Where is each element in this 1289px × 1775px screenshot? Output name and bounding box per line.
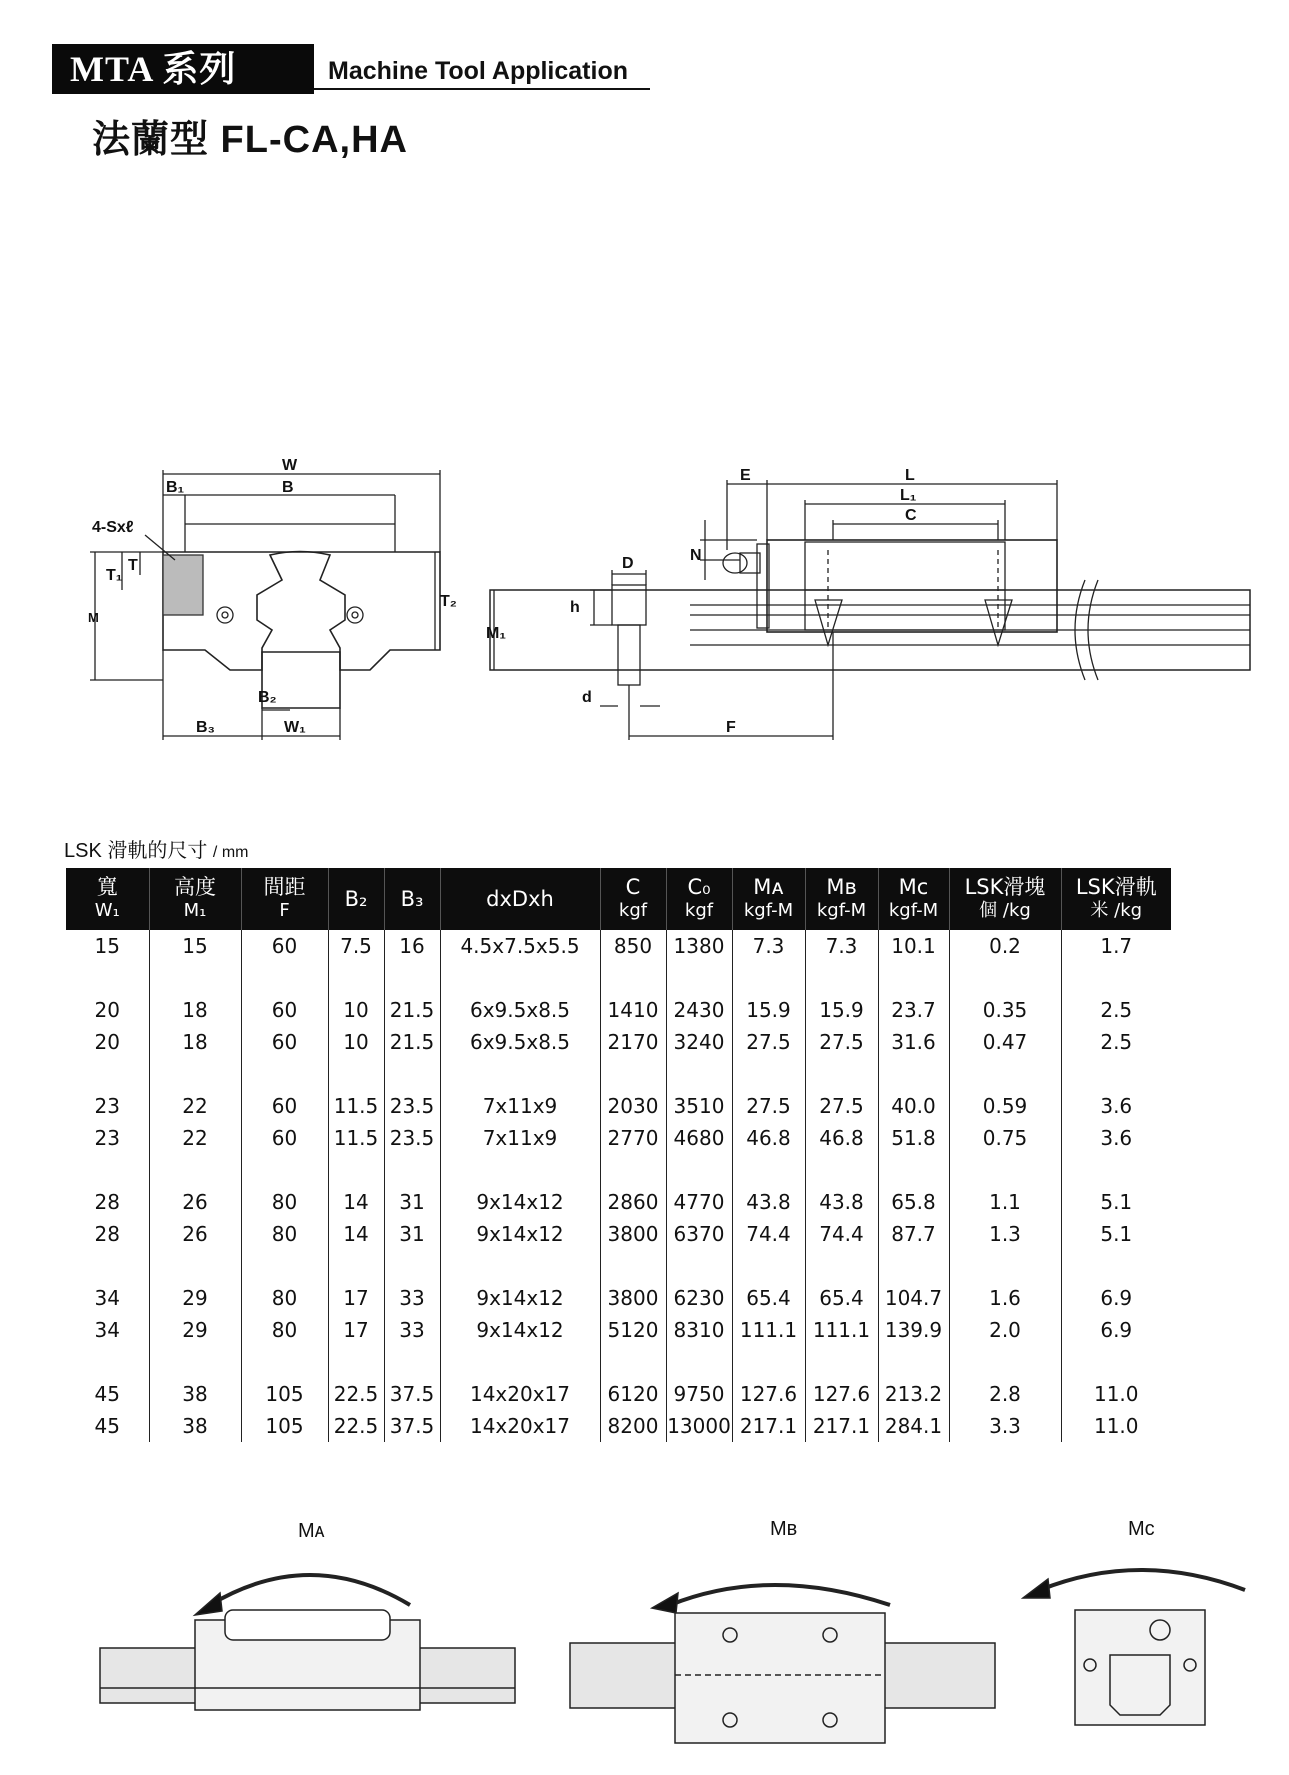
table-cell: 14x20x17: [440, 1378, 600, 1410]
table-cell: 40.0: [878, 1090, 949, 1122]
table-cell: 23.7: [878, 994, 949, 1026]
spacer-cell: [384, 1058, 440, 1090]
spacer-cell: [328, 1154, 384, 1186]
table-cell: 11.0: [1061, 1410, 1171, 1442]
spacer-cell: [878, 1250, 949, 1282]
table-cell: 2170: [600, 1026, 666, 1058]
series-badge: MTA 系列: [52, 44, 314, 94]
spacer-cell: [384, 1346, 440, 1378]
header-cell: [600, 868, 666, 930]
spacer-cell: [384, 1154, 440, 1186]
spacer-cell: [878, 1058, 949, 1090]
table-cell: 8310: [666, 1314, 732, 1346]
header-bottom: M₁: [183, 900, 207, 921]
header-top: Mʙ: [826, 875, 857, 899]
table-cell: 105: [241, 1410, 328, 1442]
table-cell: 26: [149, 1218, 241, 1250]
header-cell: [149, 868, 241, 930]
table-cell: 4680: [666, 1122, 732, 1154]
table-cell: 4770: [666, 1186, 732, 1218]
spacer-cell: [328, 962, 384, 994]
spacer-cell: [66, 1058, 149, 1090]
spacer-cell: [440, 1346, 600, 1378]
table-cell: 22.5: [328, 1410, 384, 1442]
spacer-row: [66, 1058, 1171, 1090]
table-cell: 15.9: [732, 994, 805, 1026]
caption-text: LSK 滑軌的尺寸: [64, 840, 208, 862]
table-row: [66, 1378, 1171, 1410]
spacer-cell: [600, 1346, 666, 1378]
spacer-cell: [241, 1058, 328, 1090]
spacer-cell: [732, 1250, 805, 1282]
moment-a-diagram: [100, 1575, 515, 1710]
spacer-cell: [440, 1058, 600, 1090]
table-cell: 2.5: [1061, 994, 1171, 1026]
table-cell: 74.4: [732, 1218, 805, 1250]
table-cell: 11.5: [328, 1090, 384, 1122]
header-cell: [328, 868, 384, 930]
table-cell: 1.7: [1061, 930, 1171, 962]
table-cell: 0.75: [949, 1122, 1061, 1154]
spacer-cell: [805, 1154, 878, 1186]
spacer-cell: [1061, 962, 1171, 994]
spacer-cell: [666, 1346, 732, 1378]
spacer-cell: [600, 962, 666, 994]
spacer-cell: [666, 1154, 732, 1186]
label-w: W: [282, 457, 298, 474]
spacer-cell: [241, 1154, 328, 1186]
label-m: M: [88, 610, 99, 625]
spacer-cell: [600, 1154, 666, 1186]
spacer-cell: [1061, 1154, 1171, 1186]
table-cell: 46.8: [805, 1122, 878, 1154]
label-b: B: [282, 479, 294, 496]
header-top: dxDxh: [486, 886, 554, 911]
table-cell: 10: [328, 1026, 384, 1058]
label-w1: W₁: [284, 719, 306, 736]
table-cell: 16: [384, 930, 440, 962]
table-row: [66, 1410, 1171, 1442]
header-cell: [878, 868, 949, 930]
table-cell: 1410: [600, 994, 666, 1026]
moment-c-diagram: [1023, 1570, 1245, 1725]
caption-unit: / mm: [212, 844, 249, 861]
table-cell: 2.5: [1061, 1026, 1171, 1058]
table-cell: 37.5: [384, 1378, 440, 1410]
table-cell: 3510: [666, 1090, 732, 1122]
table-cell: 111.1: [805, 1314, 878, 1346]
table-cell: 27.5: [805, 1026, 878, 1058]
table-cell: 34: [94, 1318, 120, 1342]
table-cell: 5.1: [1061, 1186, 1171, 1218]
spacer-cell: [241, 1250, 328, 1282]
table-cell: 80: [241, 1282, 328, 1314]
table-cell: 18: [149, 1026, 241, 1058]
table-cell: 31.6: [878, 1026, 949, 1058]
table-cell: 9x14x12: [440, 1218, 600, 1250]
table-header-row: [66, 868, 1171, 930]
spacer-cell: [241, 1346, 328, 1378]
table-cell: 60: [241, 930, 328, 962]
table-cell: 3240: [666, 1026, 732, 1058]
table-cell: 1.6: [949, 1282, 1061, 1314]
table-cell: 5.1: [1061, 1218, 1171, 1250]
table-cell: 104.7: [878, 1282, 949, 1314]
spacer-cell: [66, 1250, 149, 1282]
table-cell: 29: [149, 1282, 241, 1314]
spacer-cell: [949, 1346, 1061, 1378]
label-l1: L₁: [900, 487, 917, 504]
spacer-cell: [878, 1346, 949, 1378]
spacer-cell: [949, 1058, 1061, 1090]
table-cell: 0.35: [949, 994, 1061, 1026]
spacer-cell: [1061, 1058, 1171, 1090]
table-row: [66, 1282, 1171, 1314]
table-cell: 7.5: [328, 930, 384, 962]
header-top: Mᴄ: [898, 875, 929, 899]
label-sxl: 4-Sxℓ: [92, 519, 134, 536]
spacer-cell: [805, 962, 878, 994]
spacer-cell: [878, 962, 949, 994]
spacer-cell: [149, 1154, 241, 1186]
table-cell: 4.5x7.5x5.5: [440, 930, 600, 962]
label-c: C: [905, 507, 917, 524]
table-cell: 213.2: [878, 1378, 949, 1410]
spacer-cell: [1061, 1346, 1171, 1378]
table-cell: 0.59: [949, 1090, 1061, 1122]
table-cell: 23: [94, 1126, 120, 1150]
header-cell: [241, 868, 328, 930]
spacer-cell: [878, 1154, 949, 1186]
spacer-cell: [805, 1250, 878, 1282]
header-bottom: kgf: [684, 900, 714, 921]
label-t1: T₁: [106, 567, 123, 584]
table-cell: 74.4: [805, 1218, 878, 1250]
table-cell: 26: [149, 1186, 241, 1218]
table-cell: 3800: [600, 1282, 666, 1314]
header-top: 間距: [263, 875, 306, 899]
spacer-cell: [1061, 1250, 1171, 1282]
page-title: 法蘭型 FL-CA,HA: [92, 119, 408, 161]
table-cell: 7.3: [805, 930, 878, 962]
table-cell: 45: [94, 1382, 120, 1406]
table-cell: 14x20x17: [440, 1410, 600, 1442]
label-b3: B₃: [196, 719, 215, 736]
table-cell: 22: [149, 1090, 241, 1122]
label-t2: T₂: [440, 593, 457, 610]
header-cell: [384, 868, 440, 930]
table-cell: 38: [149, 1378, 241, 1410]
spacer-cell: [600, 1058, 666, 1090]
table-cell: 7.3: [732, 930, 805, 962]
table-cell: 6x9.5x8.5: [440, 1026, 600, 1058]
table-cell: 21.5: [384, 1026, 440, 1058]
table-cell: 60: [241, 994, 328, 1026]
table-cell: 3.3: [949, 1410, 1061, 1442]
table-cell: 1.3: [949, 1218, 1061, 1250]
header-bottom: 個 /kg: [979, 900, 1031, 921]
spacer-row: [66, 1346, 1171, 1378]
header-bottom: kgf-M: [888, 900, 939, 921]
label-b1: B₁: [166, 479, 185, 496]
spec-table: [66, 868, 1171, 1442]
table-cell: 3.6: [1061, 1090, 1171, 1122]
table-cell: 15.9: [805, 994, 878, 1026]
table-cell: 9750: [666, 1378, 732, 1410]
table-cell: 37.5: [384, 1410, 440, 1442]
label-mb: Mʙ: [770, 1518, 798, 1540]
spacer-cell: [149, 1058, 241, 1090]
table-cell: 0.47: [949, 1026, 1061, 1058]
spacer-cell: [328, 1058, 384, 1090]
spacer-cell: [805, 1058, 878, 1090]
table-cell: 38: [149, 1410, 241, 1442]
moment-illustrations: [0, 1505, 1289, 1775]
table-cell: 51.8: [878, 1122, 949, 1154]
spacer-cell: [666, 1058, 732, 1090]
label-f: F: [726, 719, 736, 736]
spacer-cell: [149, 962, 241, 994]
label-ma: Mᴀ: [298, 1520, 325, 1542]
header-top: Mᴀ: [753, 875, 784, 899]
table-cell: 45: [94, 1414, 120, 1438]
label-d-big: D: [622, 555, 634, 572]
table-cell: 6.9: [1061, 1282, 1171, 1314]
table-cell: 17: [328, 1314, 384, 1346]
spacer-cell: [66, 1154, 149, 1186]
table-cell: 139.9: [878, 1314, 949, 1346]
table-cell: 10.1: [878, 930, 949, 962]
table-cell: 6.9: [1061, 1314, 1171, 1346]
table-cell: 15: [94, 934, 120, 958]
table-row: [66, 1122, 1171, 1154]
table-cell: 17: [328, 1282, 384, 1314]
label-mc: Mᴄ: [1128, 1518, 1155, 1540]
header-bottom: kgf-M: [743, 900, 794, 921]
table-cell: 7x11x9: [440, 1090, 600, 1122]
table-cell: 6120: [600, 1378, 666, 1410]
header-cell: [1061, 868, 1171, 930]
table-row: [66, 994, 1171, 1026]
spacer-cell: [66, 1346, 149, 1378]
spacer-cell: [440, 962, 600, 994]
header-bottom: W₁: [94, 900, 120, 921]
table-caption: [64, 834, 248, 863]
header-bottom: kgf: [618, 900, 648, 921]
table-cell: 6370: [666, 1218, 732, 1250]
spacer-cell: [666, 1250, 732, 1282]
table-cell: 10: [328, 994, 384, 1026]
table-cell: 3.6: [1061, 1122, 1171, 1154]
header-top: B₂: [344, 886, 368, 911]
table-cell: 27.5: [732, 1090, 805, 1122]
spacer-cell: [732, 962, 805, 994]
header-top: 寬: [96, 875, 118, 899]
table-cell: 217.1: [732, 1410, 805, 1442]
table-cell: 22.5: [328, 1378, 384, 1410]
table-row: [66, 1090, 1171, 1122]
table-cell: 9x14x12: [440, 1314, 600, 1346]
header-top: LSK滑軌: [1075, 875, 1157, 899]
spacer-cell: [384, 962, 440, 994]
table-cell: 60: [241, 1026, 328, 1058]
table-cell: 111.1: [732, 1314, 805, 1346]
table-cell: 127.6: [732, 1378, 805, 1410]
table-cell: 21.5: [384, 994, 440, 1026]
table-body: [66, 930, 1171, 1442]
table-row: [66, 1186, 1171, 1218]
label-l: L: [905, 467, 915, 484]
table-row: [66, 1218, 1171, 1250]
table-cell: 65.8: [878, 1186, 949, 1218]
table-cell: 46.8: [732, 1122, 805, 1154]
spacer-cell: [949, 1154, 1061, 1186]
table-cell: 127.6: [805, 1378, 878, 1410]
table-cell: 80: [241, 1186, 328, 1218]
table-cell: 29: [149, 1314, 241, 1346]
header-top: C₀: [687, 875, 711, 899]
spacer-cell: [600, 1250, 666, 1282]
label-n: N: [690, 547, 702, 564]
spacer-row: [66, 962, 1171, 994]
series-subtitle: Machine Tool Application: [314, 54, 650, 90]
table-cell: 33: [384, 1314, 440, 1346]
header-cell: [805, 868, 878, 930]
spacer-cell: [149, 1346, 241, 1378]
table-cell: 31: [384, 1218, 440, 1250]
table-cell: 7x11x9: [440, 1122, 600, 1154]
table-cell: 284.1: [878, 1410, 949, 1442]
table-cell: 60: [241, 1122, 328, 1154]
table-row: [66, 1314, 1171, 1346]
spacer-cell: [384, 1250, 440, 1282]
table-cell: 217.1: [805, 1410, 878, 1442]
table-cell: 1380: [666, 930, 732, 962]
spacer-cell: [732, 1154, 805, 1186]
table-cell: 27.5: [732, 1026, 805, 1058]
table-row: [66, 930, 1171, 962]
header-cell: [949, 868, 1061, 930]
spacer-cell: [949, 1250, 1061, 1282]
table-cell: 80: [241, 1314, 328, 1346]
table-cell: 31: [384, 1186, 440, 1218]
header-cell: [66, 868, 149, 930]
header-top: B₃: [400, 886, 424, 911]
table-cell: 23.5: [384, 1090, 440, 1122]
table-cell: 2030: [600, 1090, 666, 1122]
table-cell: 2770: [600, 1122, 666, 1154]
table-cell: 9x14x12: [440, 1186, 600, 1218]
table-cell: 43.8: [732, 1186, 805, 1218]
spacer-cell: [732, 1058, 805, 1090]
spacer-cell: [666, 962, 732, 994]
spacer-cell: [732, 1346, 805, 1378]
table-cell: 20: [94, 998, 120, 1022]
table-cell: 28: [94, 1190, 120, 1214]
table-cell: 14: [328, 1218, 384, 1250]
table-cell: 33: [384, 1282, 440, 1314]
spacer-row: [66, 1154, 1171, 1186]
header-cell: [732, 868, 805, 930]
table-cell: 65.4: [732, 1282, 805, 1314]
table-cell: 5120: [600, 1314, 666, 1346]
label-b2: B₂: [258, 689, 277, 706]
spacer-cell: [440, 1154, 600, 1186]
table-cell: 14: [328, 1186, 384, 1218]
table-cell: 850: [600, 930, 666, 962]
table-cell: 2860: [600, 1186, 666, 1218]
dimension-drawing: [0, 440, 1289, 770]
label-t: T: [128, 557, 138, 574]
spacer-cell: [805, 1346, 878, 1378]
table-cell: 23.5: [384, 1122, 440, 1154]
table-cell: 11.0: [1061, 1378, 1171, 1410]
table-cell: 60: [241, 1090, 328, 1122]
table-cell: 27.5: [805, 1090, 878, 1122]
header-cell: [666, 868, 732, 930]
table-cell: 87.7: [878, 1218, 949, 1250]
label-e: E: [740, 467, 751, 484]
spacer-row: [66, 1250, 1171, 1282]
moment-b-diagram: [570, 1585, 995, 1743]
spacer-cell: [949, 962, 1061, 994]
spacer-cell: [149, 1250, 241, 1282]
header-cell: [440, 868, 600, 930]
table-cell: 6x9.5x8.5: [440, 994, 600, 1026]
table-cell: 65.4: [805, 1282, 878, 1314]
table-cell: 9x14x12: [440, 1282, 600, 1314]
table-cell: 18: [149, 994, 241, 1026]
table-row: [66, 1026, 1171, 1058]
table-cell: 20: [94, 1030, 120, 1054]
table-cell: 34: [94, 1286, 120, 1310]
label-h: h: [570, 599, 580, 616]
table-cell: 105: [241, 1378, 328, 1410]
spacer-cell: [328, 1346, 384, 1378]
table-cell: 2430: [666, 994, 732, 1026]
label-m1: M₁: [486, 625, 506, 642]
header-top: C: [625, 875, 641, 899]
header-bottom: 米 /kg: [1090, 900, 1143, 921]
header-top: LSK滑塊: [964, 875, 1046, 899]
header-top: 高度: [174, 875, 216, 899]
spacer-cell: [440, 1250, 600, 1282]
table-cell: 0.2: [949, 930, 1061, 962]
table-cell: 80: [241, 1218, 328, 1250]
header-bottom: F: [279, 900, 290, 921]
spacer-cell: [241, 962, 328, 994]
table-cell: 15: [149, 930, 241, 962]
table-cell: 28: [94, 1222, 120, 1246]
label-d-small: d: [582, 689, 592, 706]
spacer-cell: [328, 1250, 384, 1282]
table-cell: 6230: [666, 1282, 732, 1314]
table-cell: 23: [94, 1094, 120, 1118]
table-cell: 22: [149, 1122, 241, 1154]
spacer-cell: [66, 962, 149, 994]
table-cell: 1.1: [949, 1186, 1061, 1218]
header-bottom: kgf-M: [816, 900, 867, 921]
table-cell: 13000: [666, 1410, 732, 1442]
table-cell: 2.8: [949, 1378, 1061, 1410]
table-cell: 8200: [600, 1410, 666, 1442]
table-cell: 2.0: [949, 1314, 1061, 1346]
table-cell: 43.8: [805, 1186, 878, 1218]
side-view: [490, 480, 1250, 740]
table-cell: 3800: [600, 1218, 666, 1250]
table-cell: 11.5: [328, 1122, 384, 1154]
